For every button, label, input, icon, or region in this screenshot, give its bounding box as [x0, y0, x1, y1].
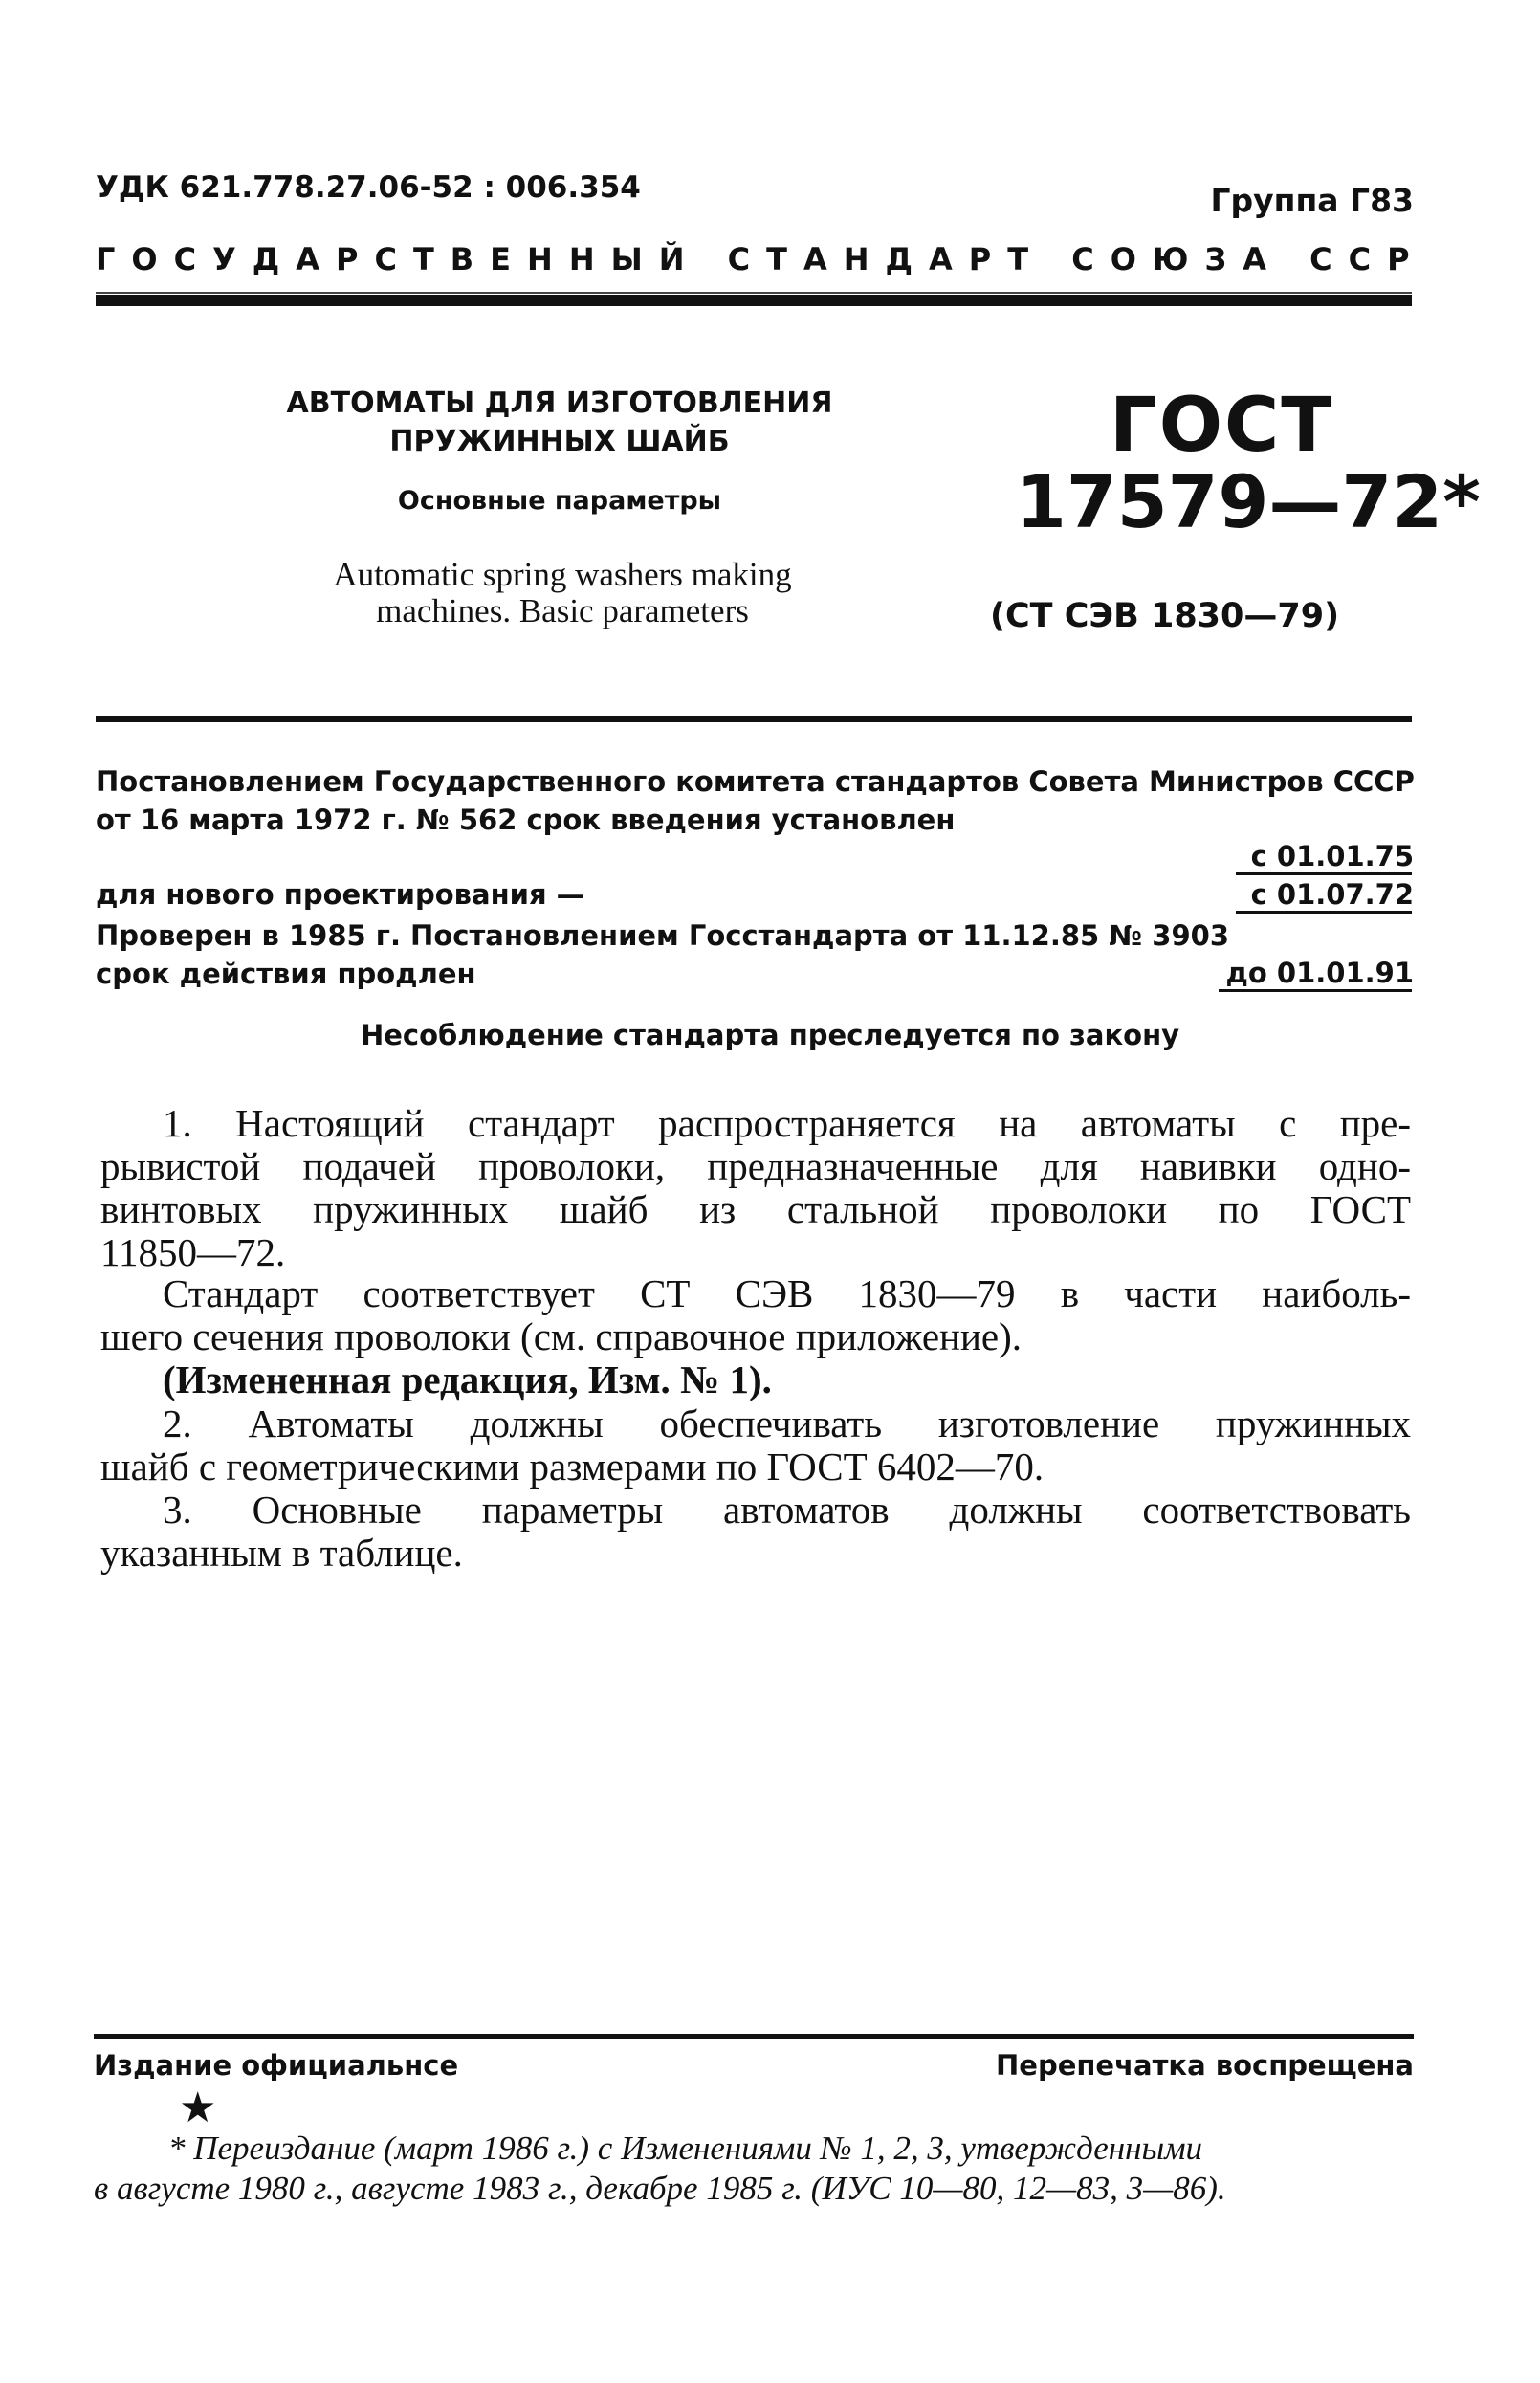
title-subtitle: Основные параметры — [397, 486, 722, 516]
checked-line-2: срок действия продлен — [96, 958, 476, 990]
gost-number: 17579—72* — [1016, 459, 1481, 544]
paragraph-1 — [100, 1102, 1411, 1274]
paragraph-3-line-1: 2. Автоматы должны обеспечивать изготовление пружинных — [163, 1401, 1411, 1445]
new-design-date: с 01.07.72 — [1250, 878, 1414, 911]
noncompliance-notice: Несоблюдение стандарта преследуется по закону — [360, 1019, 1180, 1051]
paragraph-4-line-1: 3. Основные параметры автоматов должны соответствовать — [163, 1488, 1411, 1532]
star-icon: ★ — [179, 2085, 217, 2131]
paragraph-4 — [100, 1489, 1411, 1575]
paragraph-1-line-1: 1. Настоящий стандарт распространяется на автоматы с пре- — [163, 1101, 1411, 1145]
footer-rule — [94, 2034, 1414, 2039]
reprint-prohibited-label: Перепечатка воспрещена — [996, 2049, 1414, 2082]
top-rule — [96, 295, 1412, 306]
standard-title — [273, 385, 847, 516]
decree-line-2: от 16 марта 1972 г. № 562 срок введения установлен — [96, 804, 956, 836]
paragraph-2-line-2: шего сечения проволоки (см. справочное приложение). — [100, 1314, 1022, 1358]
reissue-footnote — [94, 2129, 1414, 2209]
effective-date: с 01.01.75 — [1250, 840, 1414, 872]
official-edition-label: Издание официальнсе — [94, 2049, 459, 2082]
english-title-line-1: Automatic spring washers making — [333, 556, 792, 593]
title-line-2: ПРУЖИННЫХ ШАЙБ — [389, 425, 730, 458]
date-underline-3 — [1219, 989, 1412, 992]
footnote-line-2: в августе 1980 г., августе 1983 г., декабре 1985 г. (ИУС 10—80, 12—83, 3—86). — [94, 2170, 1226, 2207]
extended-date: до 01.01.91 — [1225, 957, 1414, 989]
paragraph-1-line-3: винтовых пружинных шайб из стальной проволоки по ГОСТ — [100, 1187, 1411, 1231]
amendment-note — [100, 1358, 1411, 1401]
date-underline-1 — [1236, 872, 1412, 875]
paragraph-3-line-2: шайб с геометрическими размерами по ГОСТ 6402—70. — [100, 1445, 1045, 1489]
top-rule-thin — [96, 292, 1412, 294]
paragraph-1-line-4: 11850—72. — [100, 1230, 286, 1274]
group-code: Группа Г83 — [1210, 182, 1414, 219]
state-standard-heading: ГОСУДАРСТВЕННЫЙ СТАНДАРТ СОЮЗА ССР — [96, 241, 1426, 277]
decree-line-1: Постановлением Государственного комитета стандартов Совета Министров СССР — [96, 765, 1415, 798]
checked-text — [96, 916, 1229, 993]
english-title-line-2: machines. Basic parameters — [376, 592, 749, 629]
paragraph-4-line-2: указанным в таблице. — [100, 1531, 463, 1575]
udk-code: УДК 621.778.27.06-52 : 006.354 — [96, 170, 641, 205]
gost-label: ГОСТ — [1110, 383, 1334, 469]
english-title — [275, 557, 849, 629]
date-underline-2 — [1236, 911, 1412, 914]
new-design-label: для нового проектирования — — [96, 878, 584, 911]
amendment-note-text: (Измененная редакция, Изм. № 1). — [163, 1357, 772, 1401]
paragraph-2-line-1: Стандарт соответствует СТ СЭВ 1830—79 в части наиболь- — [163, 1271, 1411, 1315]
paragraph-1-line-2: рывистой подачей проволоки, предназначенные для навивки одно- — [100, 1144, 1411, 1188]
middle-rule — [96, 716, 1412, 722]
paragraph-3 — [100, 1402, 1411, 1489]
paragraph-2 — [100, 1272, 1411, 1358]
st-sev-reference: (СТ СЭВ 1830—79) — [990, 597, 1340, 635]
decree-text — [96, 762, 1416, 839]
checked-line-1: Проверен в 1985 г. Постановлением Госстандарта от 11.12.85 № 3903 — [96, 919, 1230, 952]
footnote-line-1: * Переиздание (март 1986 г.) с Изменениями № 1, 2, 3, утвержденными — [168, 2129, 1203, 2167]
title-line-1: АВТОМАТЫ ДЛЯ ИЗГОТОВЛЕНИЯ — [286, 386, 833, 420]
